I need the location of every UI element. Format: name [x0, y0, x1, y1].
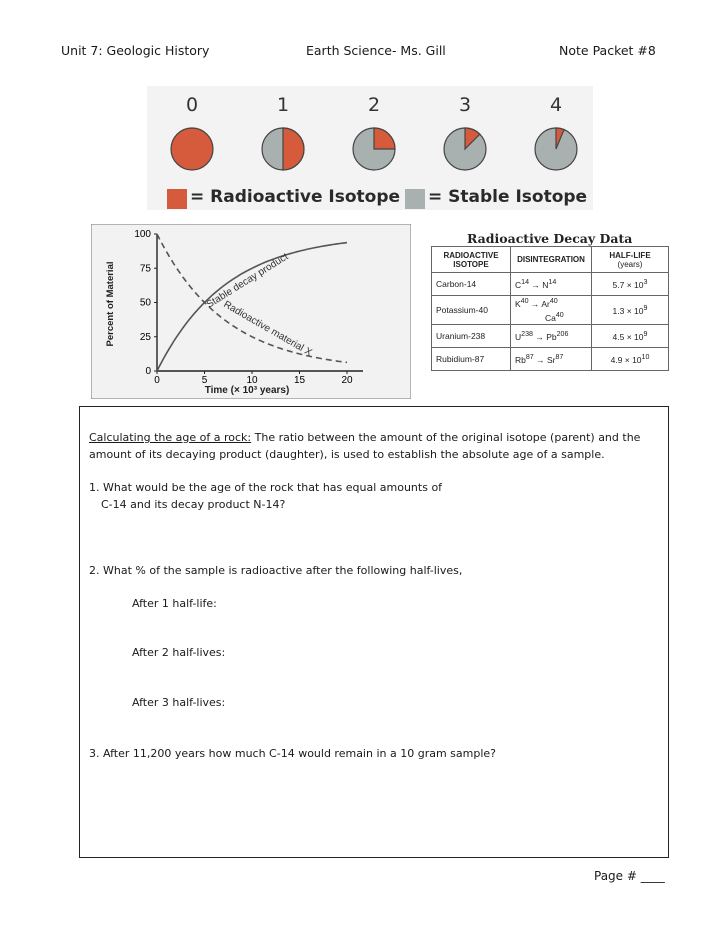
decay-table-title: Radioactive Decay Data: [467, 231, 633, 246]
pie-label-3: 3: [459, 94, 472, 116]
pie-radioactive-slice-1: [283, 128, 304, 170]
calc-heading: Calculating the age of a rock:: [89, 431, 252, 444]
radioactive-legend-swatch: [167, 189, 187, 209]
header-unit: Unit 7: Geologic History: [61, 43, 210, 58]
table-row: Carbon-14 $C^{14} \to N^{14}$ $5.7 \times 10^3$: [432, 273, 669, 296]
pie-1: [262, 128, 304, 170]
radioactive-legend-label: = Radioactive Isotope: [190, 187, 401, 207]
pie-label-2: 2: [368, 94, 381, 116]
pie-label-0: 0: [186, 94, 199, 116]
x-tick-label: 15: [293, 375, 306, 386]
stable-legend-swatch: [405, 189, 425, 209]
question-2b: After 2 half-lives:: [132, 646, 226, 659]
question-1: 1. What would be the age of the rock that has equal amounts of C-14 and its decay product N-14?: [89, 481, 443, 511]
question-3: 3. After 11,200 years how much C-14 would remain in a 10 gram sample?: [89, 747, 497, 760]
col-header-half-life: HALF-LIFE (years): [592, 247, 669, 273]
decay-data-table: [431, 246, 669, 371]
question-2a: After 1 half-life:: [132, 597, 217, 610]
pie-0: [171, 128, 213, 170]
stable-legend-label: = Stable Isotope: [428, 187, 588, 207]
graph-y-axis-label: Percent of Material: [105, 261, 116, 347]
pie-3: [444, 128, 486, 170]
header-course: Earth Science- Ms. Gill: [306, 43, 446, 58]
y-tick-label: 100: [134, 229, 151, 240]
col-header-disintegration: DISINTEGRATION: [511, 247, 592, 273]
radioactive-curve-label: Radioactive material X: [221, 299, 314, 359]
graph-x-axis-label: Time (× 10³ years): [204, 385, 290, 396]
pie-label-1: 1: [277, 94, 290, 116]
question-2: 2. What % of the sample is radioactive after the following half-lives,: [89, 564, 463, 577]
table-row: Potassium-40 $K^{40} \to Ar^{40}$ Ca$^{40}$ $1.3 \times 10^9$: [432, 296, 669, 325]
pie-2: [353, 128, 395, 170]
question-box: [79, 406, 669, 858]
table-row: Uranium-238 $U^{238} \to Pb^{206}$ $4.5 \times 10^9$: [432, 324, 669, 347]
y-tick-label: 25: [139, 331, 151, 343]
table-row: Rubidium-87 $Rb^{87} \to Sr^{87}$ $4.9 \times 10^{10}$: [432, 347, 669, 370]
question-2c: After 3 half-lives:: [132, 696, 226, 709]
col-header-isotope: RADIOACTIVE ISOTOPE: [432, 247, 511, 273]
page-number: Page # ____: [594, 869, 665, 883]
decay-graph: [91, 224, 411, 399]
y-tick-label: 50: [139, 297, 151, 309]
header-packet: Note Packet #8: [559, 43, 656, 58]
pie-radioactive-slice-2: [374, 128, 395, 149]
x-tick-label: 0: [154, 375, 160, 386]
x-tick-label: 20: [341, 375, 353, 386]
y-tick-label: 75: [139, 263, 151, 275]
pie-4: [535, 128, 577, 170]
x-tick-label: 10: [246, 375, 258, 386]
y-tick-label: 0: [145, 366, 151, 377]
calc-intro: Calculating the age of a rock: The ratio between the amount of the original isotope (parent) and the amount of its decaying product (daughter), is used to establish the absolute age of a sample.: [89, 431, 641, 461]
stable-curve-label: Stable decay product: [204, 251, 291, 311]
x-tick-label: 5: [201, 375, 208, 386]
pie-label-4: 4: [550, 94, 563, 116]
